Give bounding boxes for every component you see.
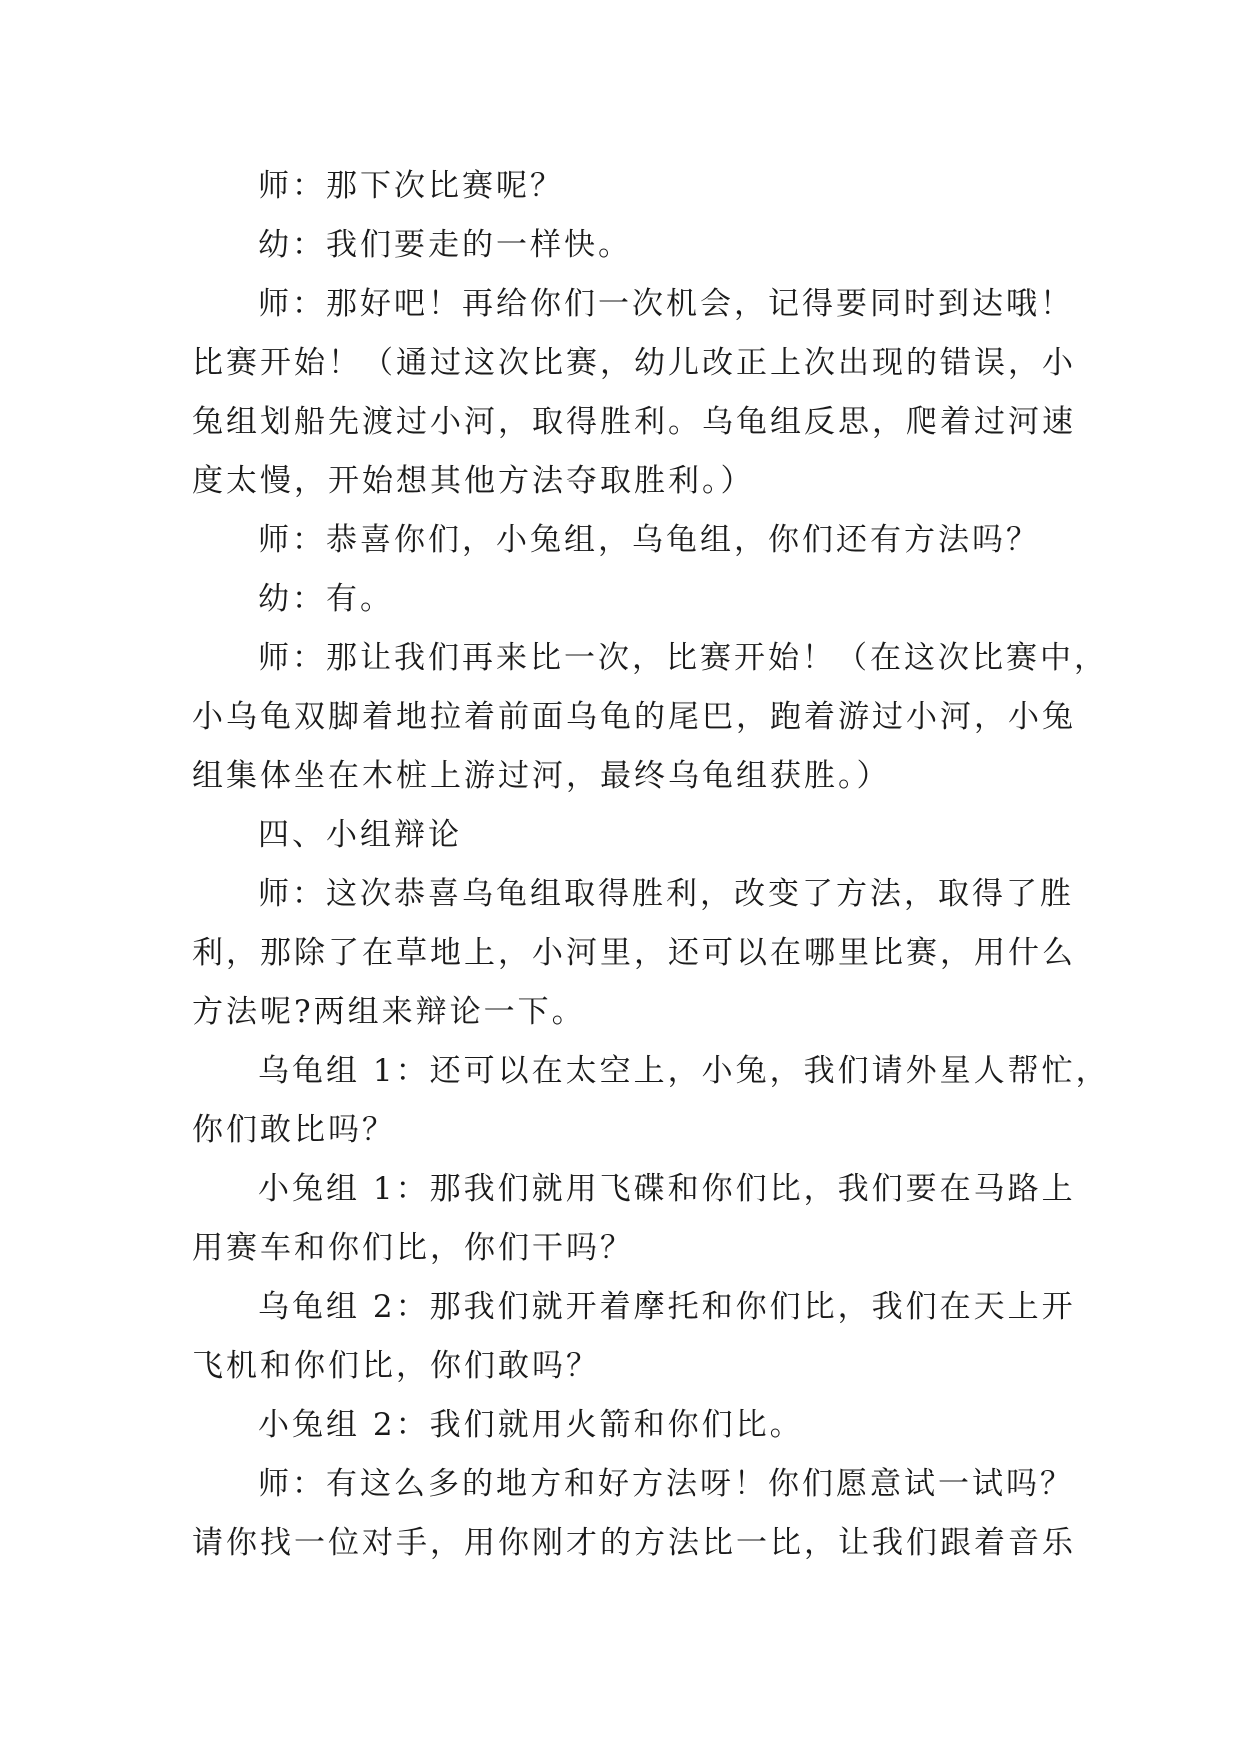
paragraph-line: 你们敢比吗？ [192,1112,396,1148]
paragraph-child-same-speed: 幼：我们要走的一样快。 [258,227,632,263]
paragraph-line: 利，那除了在草地上，小河里，还可以在哪里比赛，用什么 [192,935,1076,971]
paragraph-teacher-debate: 师：这次恭喜乌龟组取得胜利，改变了方法，取得了胜 [258,876,1074,912]
paragraph-line: 方法呢?两组来辩论一下。 [192,994,586,1030]
paragraph-line: 用赛车和你们比，你们干吗？ [192,1230,634,1266]
paragraph-turtle-group-1: 乌龟组 1：还可以在太空上，小兔，我们请外星人帮忙， [258,1053,1110,1089]
paragraph-line: 比赛开始！（通过这次比赛，幼儿改正上次出现的错误，小 [192,345,1076,381]
paragraph-rabbit-group-1: 小兔组 1：那我们就用飞碟和你们比，我们要在马路上 [258,1171,1076,1207]
paragraph-line: 飞机和你们比，你们敢吗？ [192,1348,600,1384]
paragraph-child-yes: 幼：有。 [258,581,394,617]
paragraph-line: 小乌龟双脚着地拉着前面乌龟的尾巴，跑着游过小河，小兔 [192,699,1076,735]
paragraph-line: 组集体坐在木桩上游过河，最终乌龟组获胜。） [192,758,891,794]
paragraph-rabbit-group-2: 小兔组 2：我们就用火箭和你们比。 [258,1407,804,1443]
paragraph-teacher-race-again: 师：那让我们再来比一次，比赛开始！（在这次比赛中， [258,640,1108,676]
paragraph-teacher-next-race: 师：那下次比赛呢？ [258,168,564,204]
paragraph-line: 兔组划船先渡过小河，取得胜利。乌龟组反思，爬着过河速 [192,404,1076,440]
section-heading-group-debate: 四、小组辩论 [258,817,462,853]
paragraph-teacher-congrats: 师：恭喜你们，小兔组，乌龟组，你们还有方法吗？ [258,522,1040,558]
paragraph-teacher-another-chance: 师：那好吧！再给你们一次机会，记得要同时到达哦！ [258,286,1074,322]
paragraph-line: 度太慢，开始想其他方法夺取胜利。） [192,463,755,499]
paragraph-line: 请你找一位对手，用你刚才的方法比一比，让我们跟着音乐 [192,1525,1076,1561]
paragraph-teacher-try-it: 师：有这么多的地方和好方法呀！你们愿意试一试吗？ [258,1466,1074,1502]
paragraph-turtle-group-2: 乌龟组 2：那我们就开着摩托和你们比，我们在天上开 [258,1289,1076,1325]
